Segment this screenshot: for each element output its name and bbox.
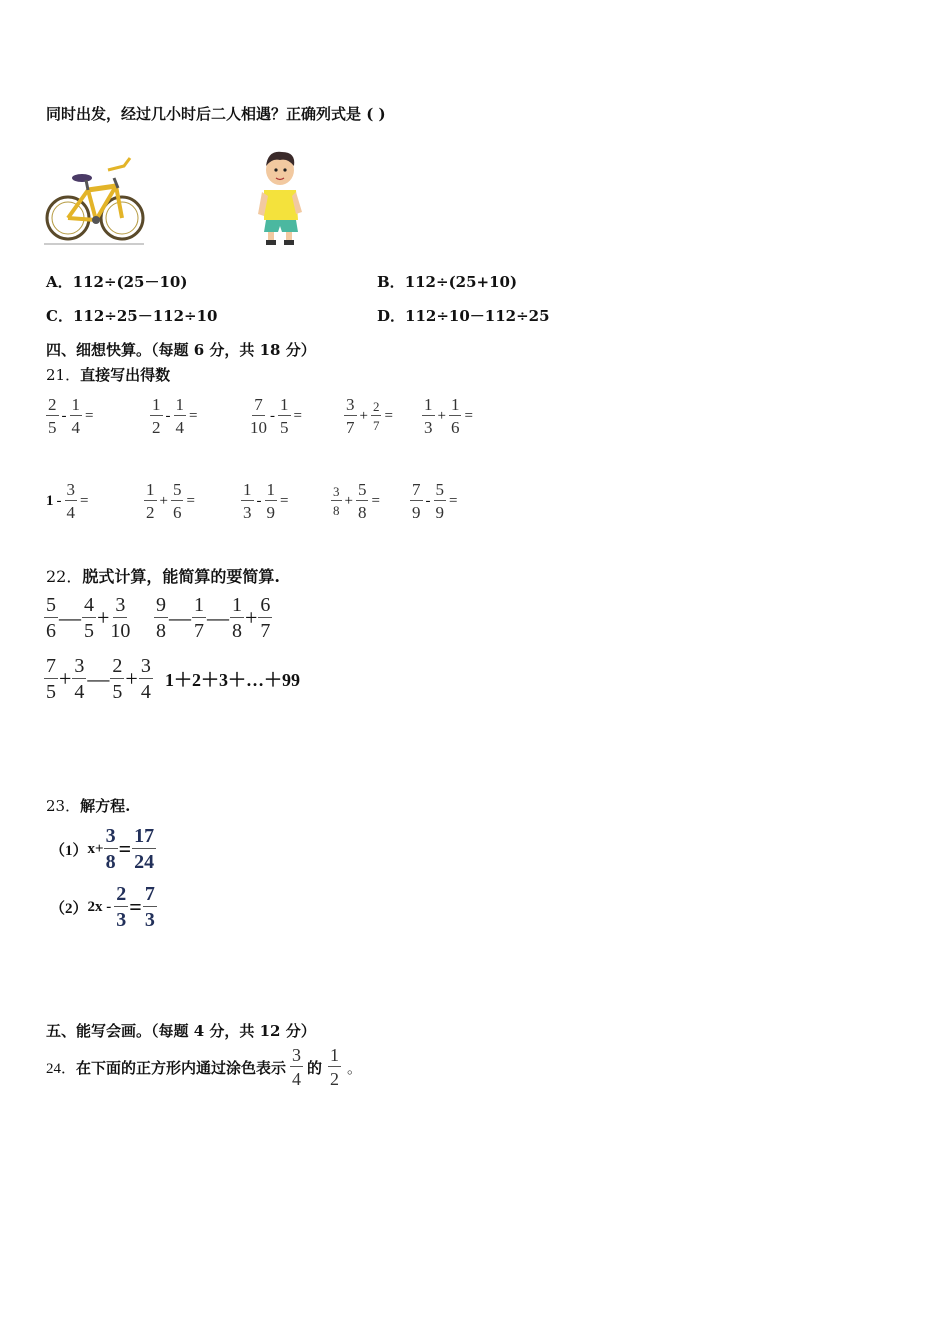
boy-image <box>258 148 306 246</box>
bicycle-image <box>44 152 146 246</box>
q22-expr4: 1＋2＋3＋…＋99 <box>165 670 300 690</box>
q21-item: $\frac{7}{9}$ - $\frac{5}{9}$ = <box>412 480 458 522</box>
section-4-title: 四、细想快算。（每题 6 分，共 18 分） <box>46 341 316 359</box>
q22-row1 <box>44 595 272 641</box>
q22-expr3: $\frac{7}{5}$ + $\frac{3}{4}$ — $\frac{2}{5}$ + $\frac{3}{4}$ <box>46 655 151 703</box>
q21-item: $\frac{1}{3}$ - $\frac{1}{9}$ = <box>243 480 289 522</box>
q22-row2 <box>44 656 300 702</box>
option-d[interactable]: D．112÷10－112÷25 <box>377 307 550 325</box>
q21-heading: 21．直接写出得数 <box>46 366 171 384</box>
q21-row1 <box>46 396 476 436</box>
q21-item: $\frac{1}{3}$ + $\frac{1}{6}$ = <box>424 395 473 437</box>
q22-expr1: $\frac{5}{6}$ — $\frac{4}{5}$ + $\frac{3}{10}$ <box>46 594 131 642</box>
q22-expr2: $\frac{9}{8}$ — $\frac{1}{7}$ — $\frac{1}{8}$ + $\frac{6}{7}$ <box>156 594 271 642</box>
option-a[interactable]: A．112÷(25－10) <box>46 273 188 291</box>
q21-item: $\frac{3}{7}$ + $\frac{2}{7}$ = <box>346 395 393 437</box>
q22-heading: 22．脱式计算，能简算的要简算. <box>46 567 280 586</box>
q21-item: $\frac{1}{2}$ - $\frac{1}{4}$ = <box>152 395 198 437</box>
option-b[interactable]: B．112÷(25+10) <box>377 273 518 291</box>
q24: 24． 在下面的正方形内通过涂色表示 $\frac{3}{4}$ 的 $\frac{1}{2}$ 。 <box>46 1045 363 1089</box>
section-5-title: 五、能写会画。（每题 4 分，共 12 分） <box>46 1022 316 1040</box>
option-c[interactable]: C．112÷25－112÷10 <box>46 307 218 325</box>
q23-eq2: （2） 2x - $\frac{2}{3}$ = $\frac{7}{3}$ <box>50 883 155 931</box>
q23-eq1: （1） x+ $\frac{3}{8}$ = $\frac{17}{24}$ <box>50 825 155 873</box>
q21-item: $\frac{2}{5}$ - $\frac{1}{4}$ = <box>48 395 94 437</box>
q21-item: $\frac{7}{10}$ - $\frac{1}{5}$ = <box>250 395 302 437</box>
q21-item: $\frac{3}{8}$ + $\frac{5}{8}$ = <box>333 480 380 522</box>
question-text: 同时出发，经过几小时后二人相遇？正确列式是 ( ) <box>46 105 386 123</box>
q21-row2 <box>46 481 460 521</box>
q21-item: 1 - $\frac{3}{4}$ = <box>46 480 89 522</box>
q23-heading: 23．解方程. <box>46 797 131 815</box>
q21-item: $\frac{1}{2}$ + $\frac{5}{6}$ = <box>146 480 195 522</box>
